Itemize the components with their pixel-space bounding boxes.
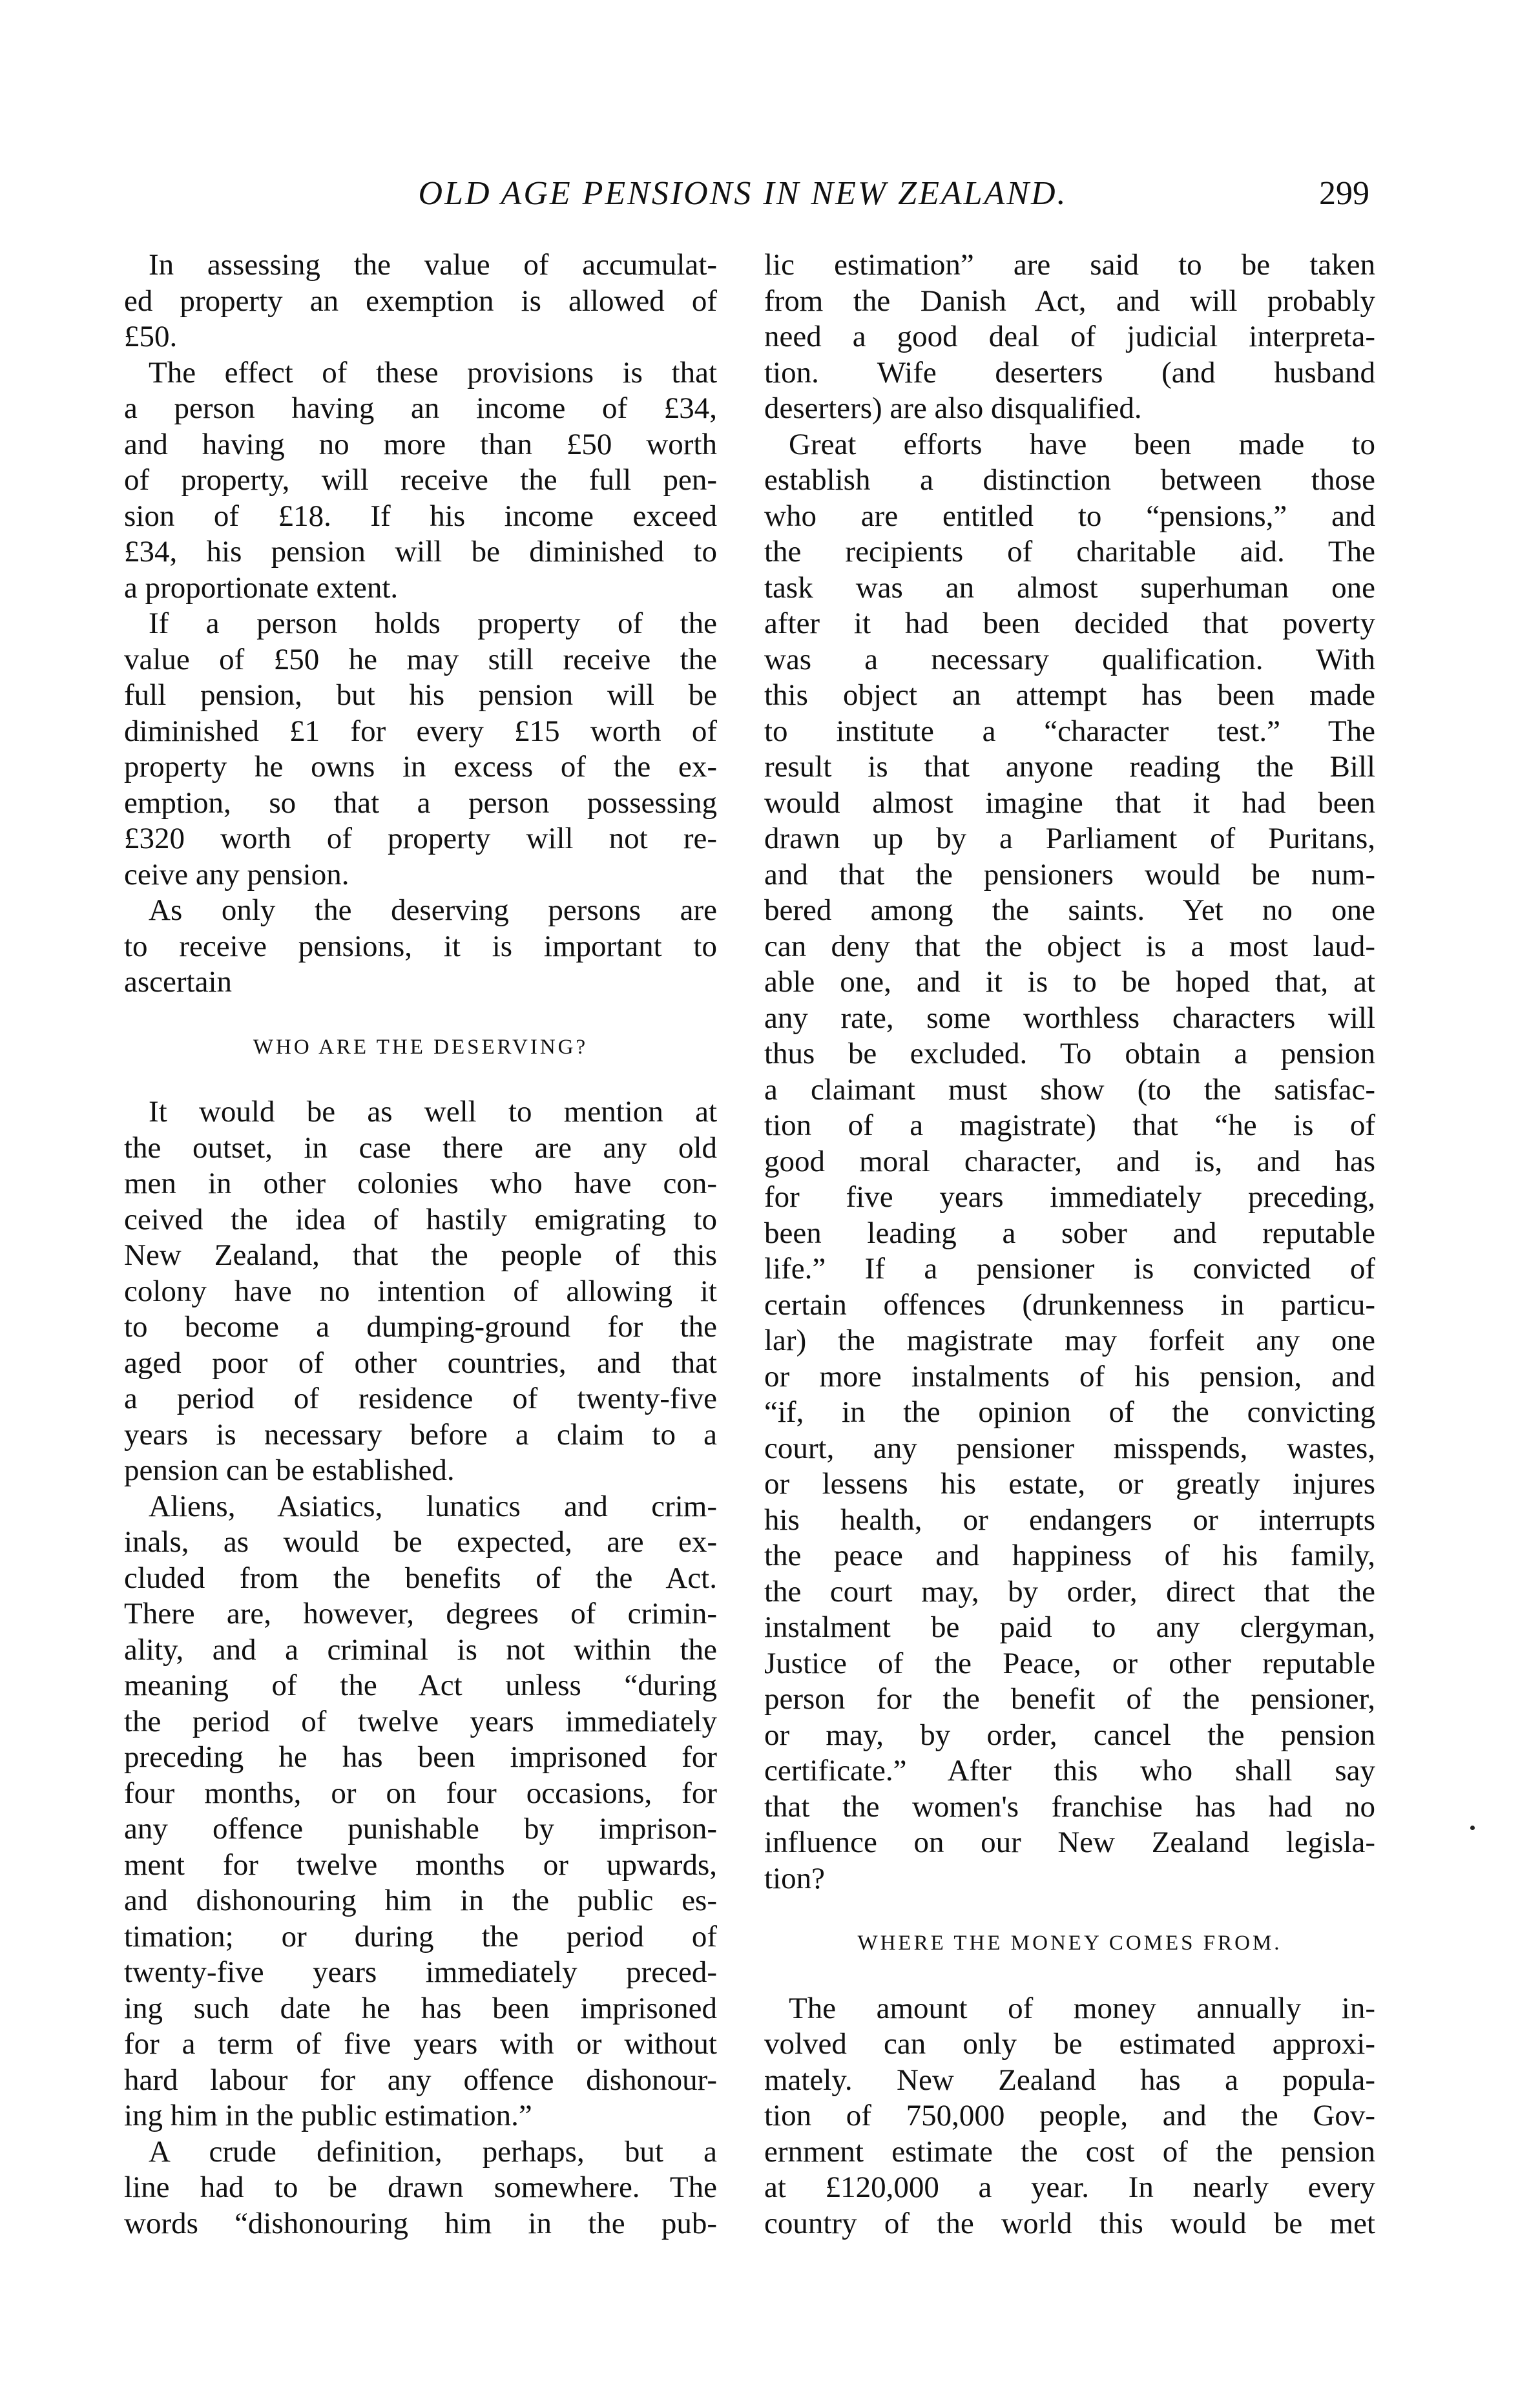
text-line: years is necessary before a claim to a	[124, 1417, 717, 1452]
text-line: result is that anyone reading the Bill	[764, 750, 1375, 784]
text-line: the period of twelve years immediately	[124, 1704, 717, 1738]
text-line: court, any pensioner misspends, wastes,	[764, 1431, 1375, 1465]
page-number: 299	[1319, 175, 1369, 212]
text-line: to become a dumping-ground for the	[124, 1310, 717, 1344]
text-line: four months, or on four occasions, for	[124, 1776, 717, 1810]
left-column	[124, 247, 717, 2242]
text-line: that the women's franchise has had no	[764, 1789, 1375, 1824]
text-line: deserters) are also disqualified.	[764, 391, 1142, 425]
text-line: Justice of the Peace, or other reputable	[764, 1646, 1375, 1680]
text-line: meaning of the Act unless “during	[124, 1669, 717, 1702]
text-line: the peace and happiness of his family,	[764, 1539, 1375, 1572]
text-line: Aliens, Asiatics, lunatics and crim-	[149, 1489, 717, 1523]
print-speck	[1470, 1826, 1475, 1830]
text-line: the outset, in case there are any old	[124, 1130, 717, 1165]
text-line: ing such date he has been imprisoned	[124, 1991, 717, 2025]
text-line: diminished £1 for every £15 worth of	[124, 714, 717, 748]
text-line: The effect of these provisions is that	[149, 355, 717, 390]
text-line: aged poor of other countries, and that	[124, 1346, 717, 1380]
text-line: tion of 750,000 people, and the Gov-	[764, 2099, 1375, 2132]
text-line: words “dishonouring him in the pub-	[124, 2206, 717, 2240]
text-line: ed property an exemption is allowed of	[124, 284, 717, 318]
text-line: good moral character, and is, and has	[764, 1144, 1375, 1178]
text-line: preceding he has been imprisoned for	[124, 1740, 717, 1774]
text-line: any offence punishable by imprison-	[124, 1812, 717, 1846]
text-line: ceived the idea of hastily emigrating to	[124, 1202, 717, 1236]
text-line: £320 worth of property will not re-	[124, 822, 717, 855]
running-header-title: OLD AGE PENSIONS IN NEW ZEALAND.	[418, 175, 1068, 212]
text-line: bered among the saints. Yet no one	[764, 893, 1375, 927]
text-line: tion?	[764, 1861, 825, 1895]
text-line: life.” If a pensioner is convicted of	[764, 1252, 1375, 1286]
paragraph	[124, 1489, 717, 2134]
text-line: for a term of five years with or without	[124, 2027, 717, 2061]
paragraph	[124, 2134, 717, 2242]
text-line: who are entitled to “pensions,” and	[764, 499, 1375, 533]
text-line: It would be as well to mention at	[149, 1095, 717, 1129]
text-line: and having no more than £50 worth	[124, 427, 717, 461]
text-line: ascertain	[124, 965, 233, 999]
text-line: would almost imagine that it had been	[764, 786, 1375, 820]
text-line: pension can be established.	[124, 1453, 455, 1487]
text-line: mately. New Zealand has a popula-	[764, 2063, 1375, 2097]
section-heading: WHERE THE MONEY COMES FROM.	[857, 1932, 1282, 1955]
text-line: need a good deal of judicial interpreta-	[764, 320, 1375, 353]
text-line: property he owns in excess of the ex-	[124, 750, 717, 784]
text-line: a claimant must show (to the satisfac-	[764, 1072, 1375, 1107]
text-line: value of £50 he may still receive the	[124, 642, 717, 676]
text-line: or lessens his estate, or greatly injures	[764, 1467, 1375, 1501]
text-line: after it had been decided that poverty	[764, 607, 1375, 640]
text-line: to receive pensions, it is important to	[124, 929, 717, 963]
paragraph	[124, 247, 717, 355]
text-line: New Zealand, that the people of this	[124, 1238, 717, 1272]
text-line: There are, however, degrees of crimin-	[124, 1597, 717, 1630]
text-line: hard labour for any offence dishonour-	[124, 2063, 717, 2097]
text-line: a proportionate extent.	[124, 570, 399, 605]
text-line: “if, in the opinion of the convicting	[764, 1395, 1375, 1429]
text-line: the recipients of charitable aid. The	[764, 535, 1375, 568]
text-line: able one, and it is to be hoped that, at	[764, 965, 1375, 999]
text-line: lar) the magistrate may forfeit any one	[764, 1324, 1375, 1357]
paragraph	[764, 1991, 1375, 2242]
text-line: certain offences (drunkenness in particu-	[764, 1287, 1375, 1322]
text-line: inals, as would be expected, are ex-	[124, 1525, 717, 1559]
text-line: As only the deserving persons are	[149, 893, 717, 927]
text-line: to institute a “character test.” The	[764, 714, 1375, 748]
text-line: task was an almost superhuman one	[764, 570, 1375, 605]
text-line: ernment estimate the cost of the pension	[764, 2134, 1375, 2169]
text-line: the court may, by order, direct that the	[764, 1574, 1375, 1609]
text-line: If a person holds property of the	[149, 607, 717, 640]
text-line: tion. Wife deserters (and husband	[764, 355, 1375, 390]
text-line: In assessing the value of accumulat-	[149, 248, 717, 282]
text-line: drawn up by a Parliament of Puritans,	[764, 822, 1375, 855]
text-line: establish a distinction between those	[764, 463, 1375, 497]
text-line: person for the benefit of the pensioner,	[764, 1682, 1375, 1716]
text-line: full pension, but his pension will be	[124, 678, 717, 712]
text-line: lic estimation” are said to be taken	[764, 248, 1375, 282]
text-line: Great efforts have been made to	[789, 427, 1375, 461]
text-line: instalment be paid to any clergyman,	[764, 1610, 1375, 1644]
text-line: £50.	[124, 320, 178, 353]
text-line: of property, will receive the full pen-	[124, 463, 717, 497]
text-line: can deny that the object is a most laud-	[764, 929, 1375, 963]
right-column	[764, 247, 1375, 2242]
text-line: thus be excluded. To obtain a pension	[764, 1037, 1375, 1070]
text-line: volved can only be estimated approxi-	[764, 2027, 1375, 2061]
paragraph	[124, 1094, 717, 1489]
text-line: ing him in the public estimation.”	[124, 2099, 532, 2132]
text-line: cluded from the benefits of the Act.	[124, 1561, 717, 1595]
text-line: was a necessary qualification. With	[764, 642, 1375, 676]
paragraph	[764, 427, 1375, 1897]
text-line: this object an attempt has been made	[764, 678, 1375, 712]
text-line: men in other colonies who have con-	[124, 1167, 717, 1200]
text-line: The amount of money annually in-	[789, 1991, 1375, 2025]
paragraph	[764, 247, 1375, 427]
text-line: A crude definition, perhaps, but a	[149, 2134, 717, 2169]
text-line: any rate, some worthless characters will	[764, 1001, 1375, 1035]
text-line: and dishonouring him in the public es-	[124, 1884, 717, 1917]
text-line: ality, and a criminal is not within the	[124, 1632, 717, 1667]
text-line: certificate.” After this who shall say	[764, 1754, 1375, 1787]
text-line: emption, so that a person possessing	[124, 786, 717, 820]
text-line: tion of a magistrate) that “he is of	[764, 1109, 1375, 1142]
paragraph	[124, 893, 717, 1001]
text-line: and that the pensioners would be num-	[764, 857, 1375, 891]
text-line: from the Danish Act, and will probably	[764, 284, 1375, 318]
text-line: timation; or during the period of	[124, 1919, 717, 1953]
paragraph	[124, 355, 717, 607]
text-line: or may, by order, cancel the pension	[764, 1718, 1375, 1752]
text-line: country of the world this would be met	[764, 2206, 1375, 2240]
text-line: ment for twelve months or upwards,	[124, 1848, 717, 1882]
text-line: colony have no intention of allowing it	[124, 1274, 717, 1308]
text-line: a person having an income of £34,	[124, 391, 717, 425]
text-line: sion of £18. If his income exceed	[124, 499, 717, 533]
text-line: twenty-five years immediately preced-	[124, 1955, 717, 1989]
text-line: for five years immediately preceding,	[764, 1180, 1375, 1214]
paragraph	[124, 606, 717, 893]
text-line: or more instalments of his pension, and	[764, 1359, 1375, 1393]
text-line: influence on our New Zealand legisla-	[764, 1826, 1375, 1859]
text-line: his health, or endangers or interrupts	[764, 1503, 1375, 1537]
text-line: been leading a sober and reputable	[764, 1216, 1375, 1250]
text-line: a period of residence of twenty-five	[124, 1382, 717, 1415]
section-heading: WHO ARE THE DESERVING?	[253, 1035, 588, 1059]
text-line: £34, his pension will be diminished to	[124, 535, 717, 568]
text-line: ceive any pension.	[124, 857, 349, 891]
text-line: at £120,000 a year. In nearly every	[764, 2171, 1375, 2204]
text-line: line had to be drawn somewhere. The	[124, 2171, 717, 2204]
